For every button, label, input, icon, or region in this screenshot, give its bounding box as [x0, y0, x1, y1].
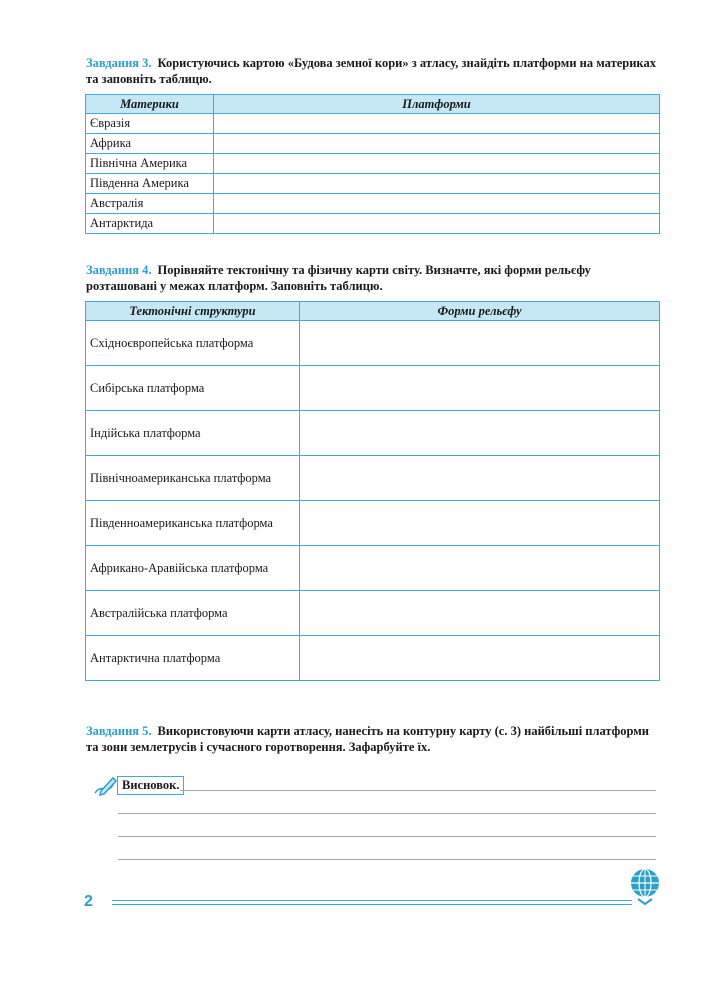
- answer-cell[interactable]: [300, 591, 660, 636]
- structure-cell: Антарктична платформа: [86, 636, 300, 681]
- task-4-label: Завдання 4.: [86, 263, 152, 277]
- table-row: [86, 154, 660, 174]
- writing-line[interactable]: [118, 859, 656, 860]
- pencil-icon: [93, 775, 119, 797]
- table-row: [86, 501, 660, 546]
- table-row: [86, 411, 660, 456]
- table-row: [86, 591, 660, 636]
- structure-cell: Африкано-Аравійська платформа: [86, 546, 300, 591]
- continent-cell: Африка: [86, 134, 214, 154]
- answer-cell[interactable]: [300, 501, 660, 546]
- answer-cell[interactable]: [300, 366, 660, 411]
- answer-cell[interactable]: [214, 114, 660, 134]
- answer-cell[interactable]: [300, 321, 660, 366]
- continent-cell: Антарктида: [86, 214, 214, 234]
- header-tectonic-structures: Тектонічні структури: [86, 302, 300, 321]
- header-platforms: Платформи: [214, 95, 660, 114]
- answer-cell[interactable]: [300, 636, 660, 681]
- writing-line[interactable]: [118, 813, 656, 814]
- answer-cell[interactable]: [300, 456, 660, 501]
- table-row: [86, 546, 660, 591]
- task-5-label: Завдання 5.: [86, 724, 152, 738]
- table-row: [86, 114, 660, 134]
- table-row: [86, 174, 660, 194]
- table-row: [86, 456, 660, 501]
- answer-cell[interactable]: [300, 546, 660, 591]
- answer-cell[interactable]: [214, 214, 660, 234]
- answer-cell[interactable]: [214, 194, 660, 214]
- task-3-label: Завдання 3.: [86, 56, 152, 70]
- structure-cell: Сибірська платформа: [86, 366, 300, 411]
- table-row: [86, 636, 660, 681]
- table-row: [86, 194, 660, 214]
- answer-cell[interactable]: [214, 154, 660, 174]
- table-row: [86, 366, 660, 411]
- header-continents: Материки: [86, 95, 214, 114]
- answer-cell[interactable]: [300, 411, 660, 456]
- structure-cell: Австралійська платформа: [86, 591, 300, 636]
- header-landforms: Форми рельєфу: [300, 302, 660, 321]
- footer-divider: [112, 904, 632, 905]
- structure-cell: Індійська платформа: [86, 411, 300, 456]
- continent-cell: Південна Америка: [86, 174, 214, 194]
- continent-cell: Північна Америка: [86, 154, 214, 174]
- task-3-table: [85, 94, 660, 234]
- task-3-text: Користуючись картою «Будова земної кори» з атласу, знайдіть платформи на материках та заповніть таблицю.: [86, 56, 656, 86]
- task-4-text: Порівняйте тектонічну та фізичну карти світу. Визначте, які форми рельєфу розташовані у межах платформ. Заповніть таблицю.: [86, 263, 591, 293]
- answer-cell[interactable]: [214, 174, 660, 194]
- structure-cell: Північноамериканська платформа: [86, 456, 300, 501]
- table-row: [86, 321, 660, 366]
- writing-line[interactable]: [180, 790, 656, 791]
- answer-cell[interactable]: [214, 134, 660, 154]
- table-row: [86, 214, 660, 234]
- task-3-instruction: [86, 55, 660, 87]
- task-5-instruction: [86, 723, 660, 755]
- conclusion-block: [93, 775, 180, 802]
- structure-cell: Південноамериканська платформа: [86, 501, 300, 546]
- continent-cell: Євразія: [86, 114, 214, 134]
- continent-cell: Австралія: [86, 194, 214, 214]
- page-number: 2: [84, 893, 93, 910]
- structure-cell: Східноєвропейська платформа: [86, 321, 300, 366]
- footer-divider: [112, 900, 632, 901]
- globe-icon: [628, 866, 662, 906]
- task-4-table: [85, 301, 660, 681]
- task-4-instruction: [86, 262, 660, 294]
- conclusion-label: Висновок.: [117, 776, 184, 795]
- table-row: [86, 134, 660, 154]
- task-5-text: Використовуючи карти атласу, нанесіть на контурну карту (с. 3) найбільші платформи та зони землетрусів і сучасного горотворення. Зафарбуйте їх.: [86, 724, 649, 754]
- writing-line[interactable]: [118, 836, 656, 837]
